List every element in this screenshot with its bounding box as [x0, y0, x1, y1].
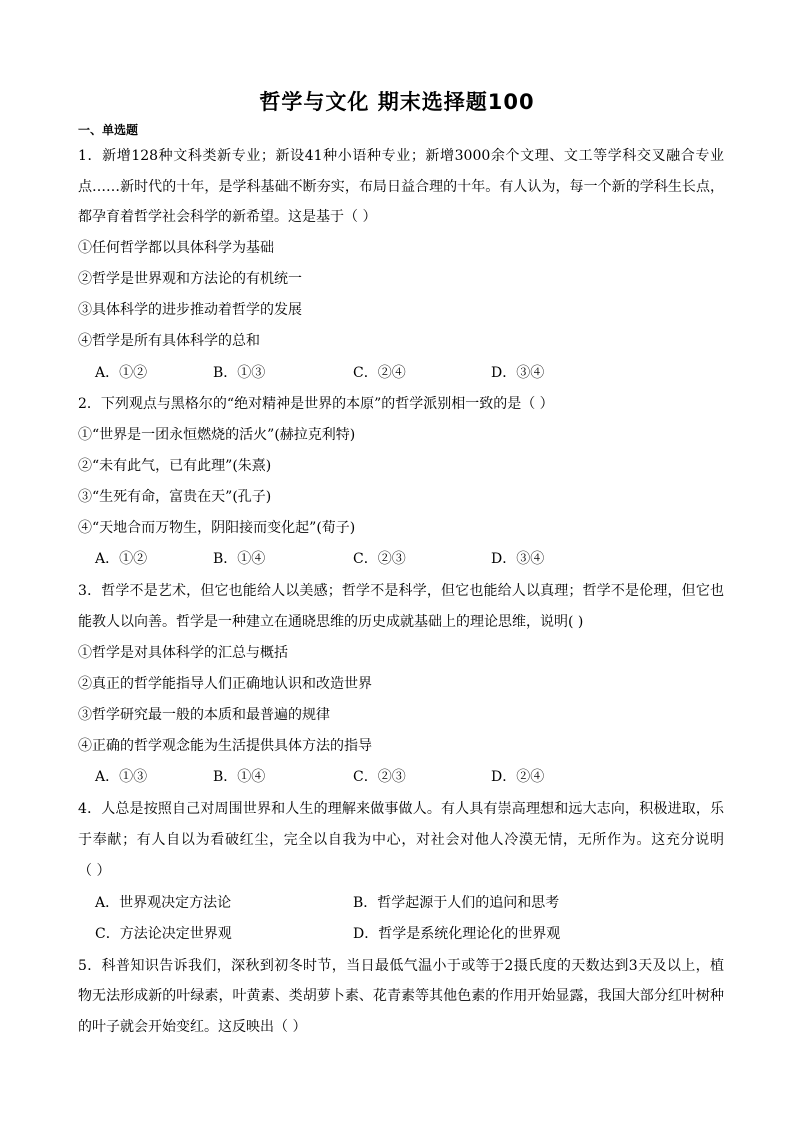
question-5-stem-line: 物无法形成新的叶绿素，叶黄素、类胡萝卜素、花青素等其他色素的作用开始显露，我国大部分红叶树种 [78, 988, 724, 1004]
question-4-stem-line: 4．人总是按照自己对周围世界和人生的理解来做事做人。有人具有崇高理想和远大志向，积极进取，乐 [78, 801, 724, 817]
section-heading: 一、单选题 [78, 123, 139, 137]
question-1-stem-line: 1．新增128种文科类新专业；新设41种小语种专业；新增3000余个文理、文工等学科交叉融合专业 [78, 148, 724, 164]
question-2-option-b: B．①④ [213, 551, 266, 567]
question-5-stem-line: 5．科普知识告诉我们，深秋到初冬时节，当日最低气温小于或等于2摄氏度的天数达到3天及以上，植 [78, 958, 724, 974]
question-4-stem-line: 于奉献；有人自以为看破红尘，完全以自我为中心，对社会对他人冷漠无情，无所作为。这充分说明 [78, 832, 724, 848]
question-3-option-b: B．①④ [213, 769, 266, 785]
question-3-item: ②真正的哲学能指导人们正确地认识和改造世界 [78, 676, 372, 692]
question-2-stem-line: 2．下列观点与黑格尔的“绝对精神是世界的本原”的哲学派别相一致的是（ ） [78, 396, 554, 412]
question-3-stem-line: 3．哲学不是艺术，但它也能给人以美感；哲学不是科学，但它也能给人以真理；哲学不是伦理，但它也 [78, 583, 724, 599]
question-1-stem-line: 点……新时代的十年，是学科基础不断夯实，布局日益合理的十年。有人认为，每一个新的学科生长点， [78, 179, 724, 195]
question-2-item: ①“世界是一团永恒燃烧的活火”(赫拉克利特) [78, 427, 356, 443]
question-4-stem-line: （ ） [78, 863, 111, 879]
question-2-item: ④“天地合而万物生，阴阳接而变化起”(荀子) [78, 520, 356, 536]
question-4-option-c: C．方法论决定世界观 [95, 926, 232, 942]
page-title: 哲学与文化 期末选择题100 [259, 90, 535, 114]
question-2-item: ③“生死有命，富贵在天”(孔子) [78, 489, 272, 505]
question-2-option-c: C．②③ [353, 551, 406, 567]
question-3-item: ①哲学是对具体科学的汇总与概括 [78, 645, 288, 661]
question-3-option-c: C．②③ [353, 769, 406, 785]
question-1-option-c: C．②④ [353, 365, 406, 381]
question-4-option-a: A．世界观决定方法论 [95, 895, 232, 911]
question-1-item: ③具体科学的进步推动着哲学的发展 [78, 302, 302, 318]
question-1-item: ①任何哲学都以具体科学为基础 [78, 240, 274, 256]
question-3-option-d: D．②④ [491, 769, 545, 785]
question-4-option-d: D．哲学是系统化理论化的世界观 [353, 926, 561, 942]
question-1-item: ②哲学是世界观和方法论的有机统一 [78, 271, 302, 287]
question-3-stem-line: 能教人以向善。哲学是一种建立在通晓思维的历史成就基础上的理论思维，说明( ) [78, 614, 584, 630]
question-1-option-a: A．①② [95, 365, 148, 381]
question-3-option-a: A．①③ [95, 769, 148, 785]
question-3-item: ③哲学研究最一般的本质和最普遍的规律 [78, 707, 330, 723]
question-2-option-d: D．③④ [491, 551, 545, 567]
question-2-item: ②“未有此气，已有此理”(朱熹) [78, 458, 272, 474]
question-1-stem-line: 都孕育着哲学社会科学的新希望。这是基于（ ） [78, 209, 377, 225]
question-1-item: ④哲学是所有具体科学的总和 [78, 333, 260, 349]
question-5-stem-line: 的叶子就会开始变红。这反映出（ ） [78, 1019, 307, 1035]
question-2-option-a: A．①② [95, 551, 148, 567]
question-1-option-b: B．①③ [213, 365, 266, 381]
question-1-option-d: D．③④ [491, 365, 545, 381]
question-4-option-b: B．哲学起源于人们的追问和思考 [353, 895, 560, 911]
question-3-item: ④正确的哲学观念能为生活提供具体方法的指导 [78, 738, 372, 754]
